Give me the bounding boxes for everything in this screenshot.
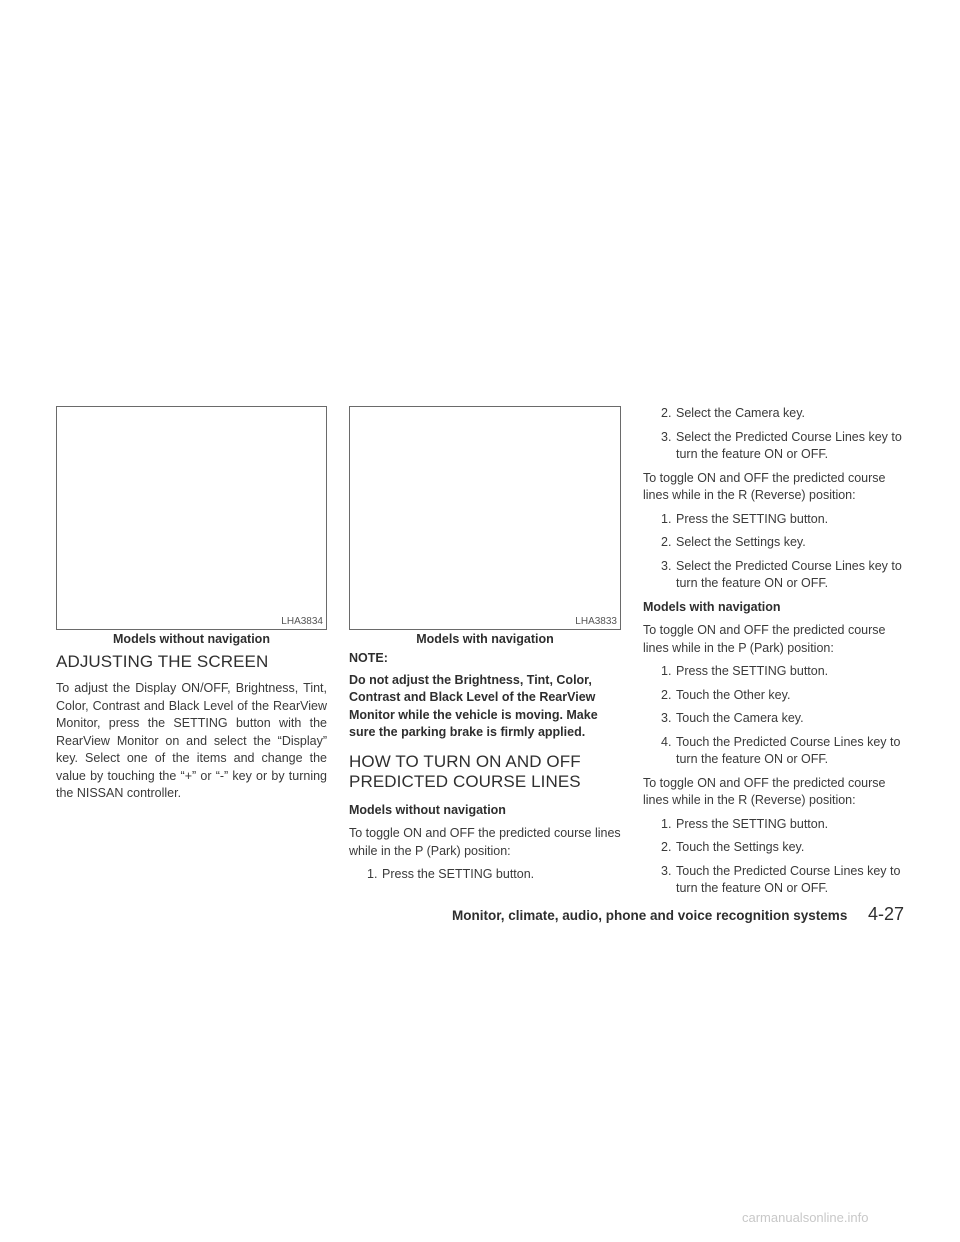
page-number: 4-27 (868, 904, 905, 924)
list-item (643, 863, 913, 898)
step-text: Touch the Other key. (676, 687, 791, 702)
column-1 (56, 652, 327, 809)
heading-line: PREDICTED COURSE LINES (349, 771, 581, 791)
column-3 (643, 405, 913, 904)
list-item (643, 663, 913, 681)
step-text: Select the Camera key. (676, 406, 805, 420)
step-number: 3. (661, 558, 672, 573)
note-text: Do not adjust the Brightness, Tint, Color, Contrast and Black Level of the RearView Monitor while the vehicle is moving. Make sure the parking brake is firmly applied. (349, 672, 598, 739)
step-text: Select the Predicted Course Lines key to turn the feature ON or OFF. (676, 558, 902, 590)
step-text: Touch the Settings key. (676, 840, 805, 854)
step-text: Touch the Predicted Course Lines key to turn the feature ON or OFF. (676, 863, 901, 895)
list-item (643, 710, 913, 728)
section-heading (349, 752, 621, 792)
body-paragraph: To adjust the Display ON/OFF, Brightness, Tint, Color, Contrast and Black Level of the RearView Monitor, press the SETTING button with the RearView Monitor on and select the “Display” key. Select one of the items and change the value by touching the “+” or “-” key or by turning the NISSAN controller. (56, 681, 327, 800)
list-item (643, 405, 913, 423)
list-item (643, 511, 913, 529)
step-number: 1. (661, 816, 672, 831)
step-number: 2. (661, 687, 672, 702)
step-text: Select the Predicted Course Lines key to turn the feature ON or OFF. (676, 429, 902, 461)
step-number: 2. (661, 406, 672, 420)
step-number: 2. (661, 535, 672, 549)
intro-paragraph: To toggle ON and OFF the predicted course lines while in the R (Reverse) position: (643, 775, 886, 807)
step-number: 3. (661, 711, 672, 725)
step-text: Touch the Predicted Course Lines key to turn the feature ON or OFF. (676, 734, 901, 766)
step-number: 1. (661, 511, 672, 526)
step-number: 1. (367, 867, 378, 881)
step-text: Press the SETTING button. (676, 816, 829, 831)
step-text: Press the SETTING button. (382, 867, 535, 881)
column-2 (349, 650, 621, 890)
step-number: 2. (661, 840, 672, 854)
intro-paragraph: To toggle ON and OFF the predicted course lines while in the P (Park) position: (349, 826, 621, 858)
intro-paragraph: To toggle ON and OFF the predicted course lines while in the P (Park) position: (643, 623, 886, 655)
intro-paragraph: To toggle ON and OFF the predicted course lines while in the R (Reverse) position: (643, 470, 886, 502)
figure-with-navigation (349, 406, 621, 630)
list-item (643, 839, 913, 857)
list-item (349, 866, 621, 884)
list-item (643, 734, 913, 769)
step-text: Press the SETTING button. (676, 664, 829, 678)
step-text: Select the Settings key. (676, 535, 806, 549)
footer-section-title: Monitor, climate, audio, phone and voice recognition systems (452, 908, 848, 923)
list-item (643, 687, 913, 705)
subheading: Models without navigation (349, 802, 506, 817)
step-number: 4. (661, 734, 672, 749)
step-text: Touch the Camera key. (676, 711, 804, 725)
figure-caption: Models without navigation (113, 632, 270, 646)
step-number: 3. (661, 863, 672, 878)
watermark-text: carmanualsonline.info (742, 1210, 869, 1225)
figure-caption: Models with navigation (416, 632, 554, 646)
step-text: Press the SETTING button. (676, 511, 829, 526)
step-number: 3. (661, 429, 672, 444)
list-item (643, 816, 913, 834)
section-heading: ADJUSTING THE SCREEN (56, 652, 269, 671)
figure-code: LHA3834 (281, 616, 323, 627)
figure-code: LHA3833 (575, 616, 617, 627)
list-item (643, 558, 913, 593)
subheading: Models with navigation (643, 599, 781, 614)
step-number: 1. (661, 664, 672, 678)
list-item (643, 534, 913, 552)
note-label: NOTE: (349, 651, 388, 665)
list-item (643, 429, 913, 464)
figure-without-navigation (56, 406, 327, 630)
heading-line: HOW TO TURN ON AND OFF (349, 751, 581, 771)
